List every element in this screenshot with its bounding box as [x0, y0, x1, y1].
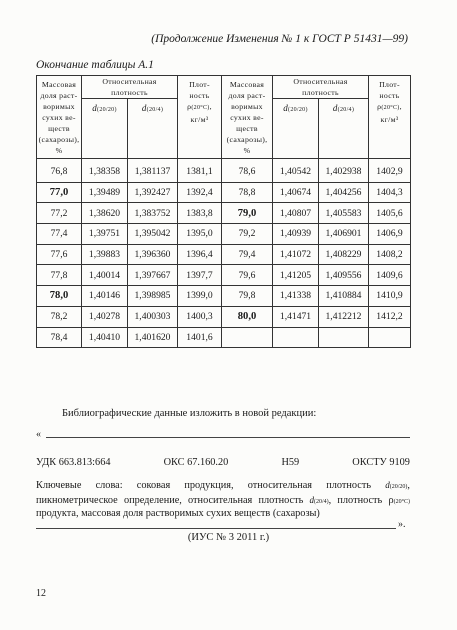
- quote-open: «: [36, 429, 41, 440]
- col-header-density: Относительная плотность: [273, 76, 369, 99]
- col-header-d20-20: d(20/20): [82, 99, 128, 159]
- table-cell: 78,6: [222, 159, 273, 183]
- table-cell: 1383,8: [178, 203, 222, 224]
- table-cell: 1405,6: [369, 203, 411, 224]
- table-row: [37, 265, 411, 286]
- okstu-code: ОКСТУ 9109: [352, 457, 410, 468]
- table-cell: 1,38358: [82, 159, 128, 183]
- table-cell: 1408,2: [369, 244, 411, 265]
- table-cell: 1412,2: [369, 306, 411, 327]
- table-cell: 1,40146: [82, 286, 128, 307]
- table-cell: 1392,4: [178, 182, 222, 203]
- table-cell: 1,397667: [128, 265, 178, 286]
- oks-code: ОКС 67.160.20: [163, 457, 229, 468]
- table-cell: 1,39883: [82, 244, 128, 265]
- table-cell: 79,6: [222, 265, 273, 286]
- biblio-intro: Библиографические данные изложить в новой редакции:: [62, 408, 317, 419]
- table-cell: 1406,9: [369, 224, 411, 245]
- table-cell: 1,410884: [319, 286, 369, 307]
- table-caption: Окончание таблицы А.1: [36, 59, 154, 71]
- table-row: [37, 224, 411, 245]
- table-cell: 1,41471: [273, 306, 319, 327]
- table-cell: 1401,6: [178, 327, 222, 348]
- ius-reference: (ИУС № 3 2011 г.): [187, 532, 270, 543]
- table-cell: 1,409556: [319, 265, 369, 286]
- table-cell: 1,40939: [273, 224, 319, 245]
- table-cell: 1399,0: [178, 286, 222, 307]
- table-cell: 79,2: [222, 224, 273, 245]
- col-header-plot: Плот- ность ρ(20°C), кг/м³: [369, 76, 411, 159]
- table-row: [37, 159, 411, 183]
- table-cell: 1410,9: [369, 286, 411, 307]
- table-cell: 1,412212: [319, 306, 369, 327]
- table-cell: 1397,7: [178, 265, 222, 286]
- table-cell: 1,402938: [319, 159, 369, 183]
- table-row: [37, 182, 411, 203]
- col-header-d20-4: d(20/4): [319, 99, 369, 159]
- table-cell: 1,39751: [82, 224, 128, 245]
- col-header-density: Относительная плотность: [82, 76, 178, 99]
- table-cell: 1,401620: [128, 327, 178, 348]
- table-cell: 80,0: [222, 306, 273, 327]
- table-cell: 1,41205: [273, 265, 319, 286]
- table-cell: [222, 327, 273, 348]
- table-cell: 1404,3: [369, 182, 411, 203]
- col-header-d20-4: d(20/4): [128, 99, 178, 159]
- classification-codes: [36, 457, 410, 468]
- table-row: [37, 306, 411, 327]
- table-cell: 1,381137: [128, 159, 178, 183]
- table-cell: [273, 327, 319, 348]
- table-cell: 1,40542: [273, 159, 319, 183]
- density-table: [36, 75, 411, 348]
- col-header-d20-20: d(20/20): [273, 99, 319, 159]
- table-cell: 77,0: [37, 182, 82, 203]
- table-cell: 1396,4: [178, 244, 222, 265]
- divider-line: [46, 437, 410, 438]
- udk-code: УДК 663.813:664: [36, 457, 111, 468]
- table-cell: 1,406901: [319, 224, 369, 245]
- table-cell: 79,4: [222, 244, 273, 265]
- table-cell: 1,392427: [128, 182, 178, 203]
- col-header-mass: Массовая доля раст- воримых сухих ве- ществ (сахарозы), %: [222, 76, 273, 159]
- table-cell: 77,4: [37, 224, 82, 245]
- table-cell: 1,38620: [82, 203, 128, 224]
- table-cell: 1402,9: [369, 159, 411, 183]
- table-cell: 1400,3: [178, 306, 222, 327]
- table-cell: 1,41072: [273, 244, 319, 265]
- table-row: [37, 327, 411, 348]
- table-cell: 1381,1: [178, 159, 222, 183]
- table-cell: 77,6: [37, 244, 82, 265]
- page-number: 12: [36, 588, 46, 599]
- table-cell: 78,4: [37, 327, 82, 348]
- table-cell: 1,404256: [319, 182, 369, 203]
- table-cell: 79,0: [222, 203, 273, 224]
- table-cell: 1,405583: [319, 203, 369, 224]
- col-header-mass: Массовая доля раст- воримых сухих ве- ществ (сахарозы), %: [37, 76, 82, 159]
- table-cell: 77,8: [37, 265, 82, 286]
- n-code: Н59: [281, 457, 300, 468]
- table-cell: 78,8: [222, 182, 273, 203]
- table-cell: 1395,0: [178, 224, 222, 245]
- table-cell: 1,398985: [128, 286, 178, 307]
- table-cell: 1,395042: [128, 224, 178, 245]
- table-row: [37, 244, 411, 265]
- table-cell: 1,396360: [128, 244, 178, 265]
- table-cell: 1,383752: [128, 203, 178, 224]
- table-cell: 1409,6: [369, 265, 411, 286]
- table-cell: 78,0: [37, 286, 82, 307]
- table-cell: [319, 327, 369, 348]
- table-cell: 1,40807: [273, 203, 319, 224]
- table-cell: 1,39489: [82, 182, 128, 203]
- table-row: [37, 286, 411, 307]
- keywords-paragraph: Ключевые слова: соковая продукция, относительная плотность d(20/20), пикнометрическое определение, относительная плотность d(20/4), плотность ρ(20°C) продукта, массовая доля растворимых сухих веществ (сахарозы): [36, 480, 410, 519]
- table-cell: 76,8: [37, 159, 82, 183]
- table-cell: [369, 327, 411, 348]
- table-row: [37, 203, 411, 224]
- table-cell: 78,2: [37, 306, 82, 327]
- table-cell: 77,2: [37, 203, 82, 224]
- table-cell: 1,40014: [82, 265, 128, 286]
- table-cell: 1,41338: [273, 286, 319, 307]
- table-cell: 1,40410: [82, 327, 128, 348]
- table-cell: 1,40278: [82, 306, 128, 327]
- table-cell: 1,40674: [273, 182, 319, 203]
- page-header: (Продолжение Изменения № 1 к ГОСТ Р 51431—99): [151, 33, 408, 45]
- table-cell: 79,8: [222, 286, 273, 307]
- table-cell: 1,408229: [319, 244, 369, 265]
- quote-close: ».: [398, 519, 406, 530]
- divider-line: [36, 528, 396, 529]
- col-header-plot: Плот- ность ρ(20°C), кг/м³: [178, 76, 222, 159]
- table-cell: 1,400303: [128, 306, 178, 327]
